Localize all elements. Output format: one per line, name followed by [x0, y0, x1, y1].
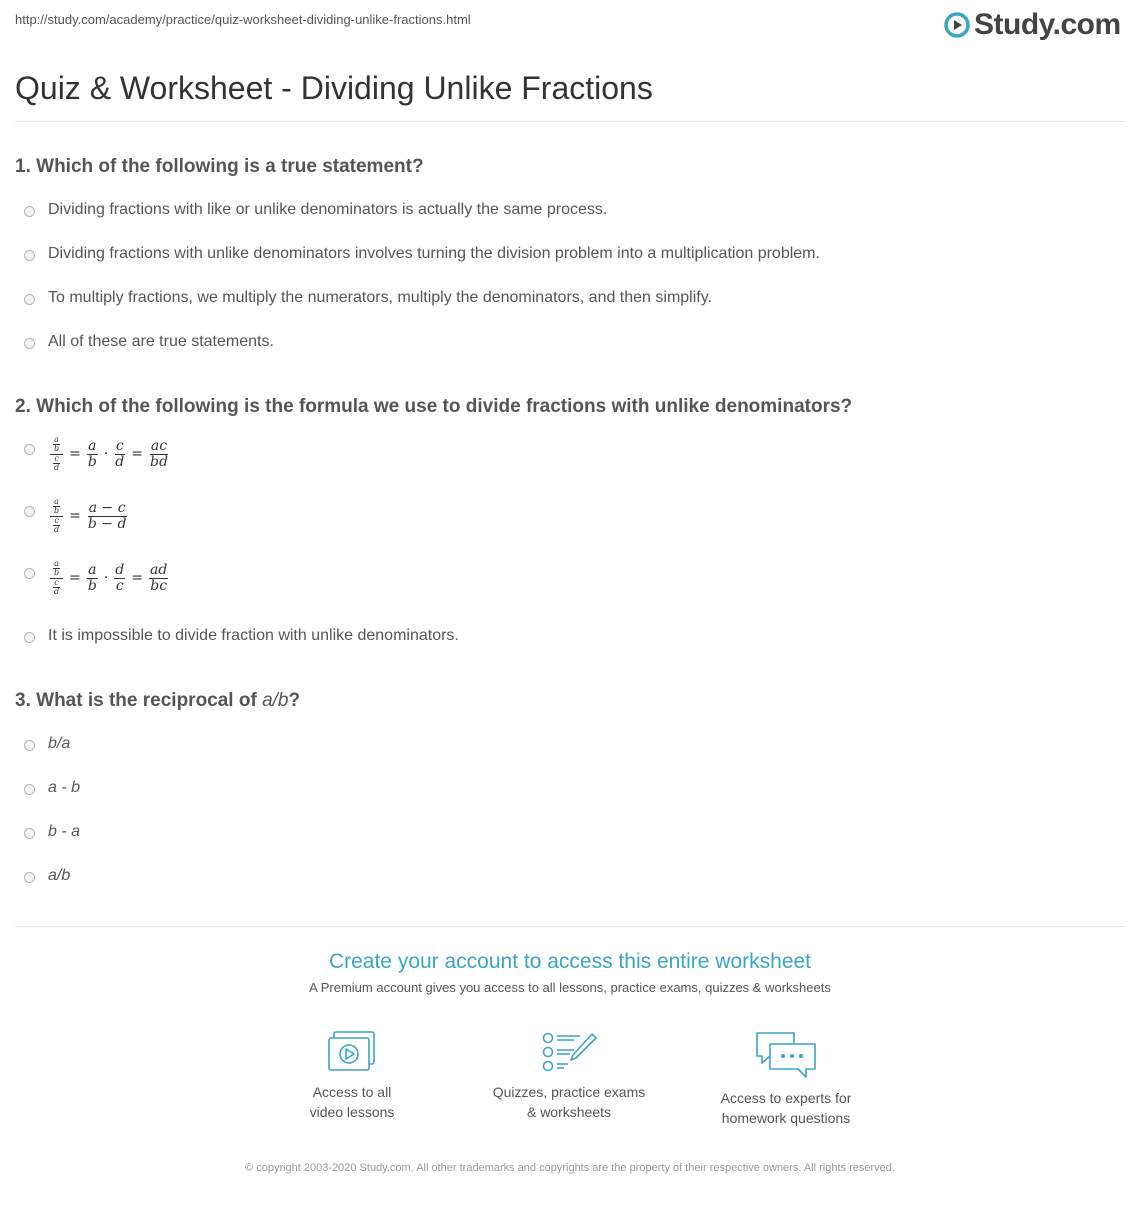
q2-option-1[interactable]: [24, 436, 171, 473]
formula-multiply-reciprocal: $\frac{\frac{a}{b}}{\frac{c}{d}}$ = $\frac{a}{b}$ · $\frac{d}{c}$ = $\frac{ad}{bc}$: [48, 560, 170, 597]
radio-button[interactable]: [24, 872, 35, 883]
radio-button[interactable]: [24, 294, 35, 305]
radio-button[interactable]: [24, 206, 35, 217]
question-3: 3. What is the reciprocal of a/b?: [15, 690, 301, 711]
q1-option-4[interactable]: All of these are true statements.: [24, 333, 274, 351]
q3-option-2[interactable]: a - b: [24, 779, 80, 797]
cta-subtitle: A Premium account gives you access to all lessons, practice exams, quizzes & worksheets: [309, 980, 831, 995]
formula-multiply-straight: $\frac{\frac{a}{b}}{\frac{c}{d}}$ = $\frac{a}{b}$ · $\frac{c}{d}$ = $\frac{ac}{bd}$: [48, 436, 171, 473]
radio-button[interactable]: [24, 444, 35, 455]
radio-button[interactable]: [24, 338, 35, 349]
section-divider: [15, 926, 1125, 927]
q1-option-3[interactable]: To multiply fractions, we multiply the numerators, multiply the denominators, and then simplify.: [24, 289, 712, 307]
logo-text: Study.com: [974, 8, 1121, 41]
question-1: 1. Which of the following is a true statement?: [15, 156, 424, 177]
question-2: 2. Which of the following is the formula we use to divide fractions with unlike denominators?: [15, 396, 853, 417]
play-circle-icon: [944, 12, 970, 38]
q3-option-3[interactable]: b - a: [24, 823, 80, 841]
feature-experts: Access to experts for homework questions: [676, 1030, 896, 1128]
radio-button[interactable]: [24, 506, 35, 517]
radio-button[interactable]: [24, 632, 35, 643]
radio-button[interactable]: [24, 568, 35, 579]
page-title: Quiz & Worksheet - Dividing Unlike Fractions: [15, 70, 653, 106]
q2-option-3[interactable]: [24, 560, 170, 597]
quiz-checklist-icon: [540, 1030, 598, 1074]
study-logo[interactable]: [944, 6, 1121, 44]
radio-button[interactable]: [24, 740, 35, 751]
copyright-notice: © copyright 2003-2020 Study.com. All other trademarks and copyrights are the property of their respective owners. All rights reserved.: [245, 1162, 895, 1174]
q1-option-1[interactable]: Dividing fractions with like or unlike denominators is actually the same process.: [24, 201, 607, 219]
formula-subtract: $\frac{\frac{a}{b}}{\frac{c}{d}}$ = $\frac{a - c}{b - d}$: [48, 498, 129, 535]
feature-quizzes: Quizzes, practice exams & worksheets: [459, 1030, 679, 1122]
page-url: http://study.com/academy/practice/quiz-worksheet-dividing-unlike-fractions.html: [15, 12, 471, 27]
q2-option-2[interactable]: [24, 498, 129, 535]
chat-bubbles-icon: [754, 1030, 818, 1080]
video-lessons-icon: [326, 1030, 378, 1074]
cta-title-link[interactable]: Create your account to access this entire worksheet: [328, 950, 812, 973]
q3-option-4[interactable]: a/b: [24, 867, 70, 885]
radio-button[interactable]: [24, 250, 35, 261]
feature-video-lessons: Access to all video lessons: [242, 1030, 462, 1122]
radio-button[interactable]: [24, 828, 35, 839]
q1-option-2[interactable]: Dividing fractions with unlike denominators involves turning the division problem into a multiplication problem.: [24, 245, 820, 263]
radio-button[interactable]: [24, 784, 35, 795]
q3-option-1[interactable]: b/a: [24, 735, 70, 753]
q2-option-4[interactable]: It is impossible to divide fraction with unlike denominators.: [24, 627, 459, 645]
title-divider: [15, 121, 1125, 122]
